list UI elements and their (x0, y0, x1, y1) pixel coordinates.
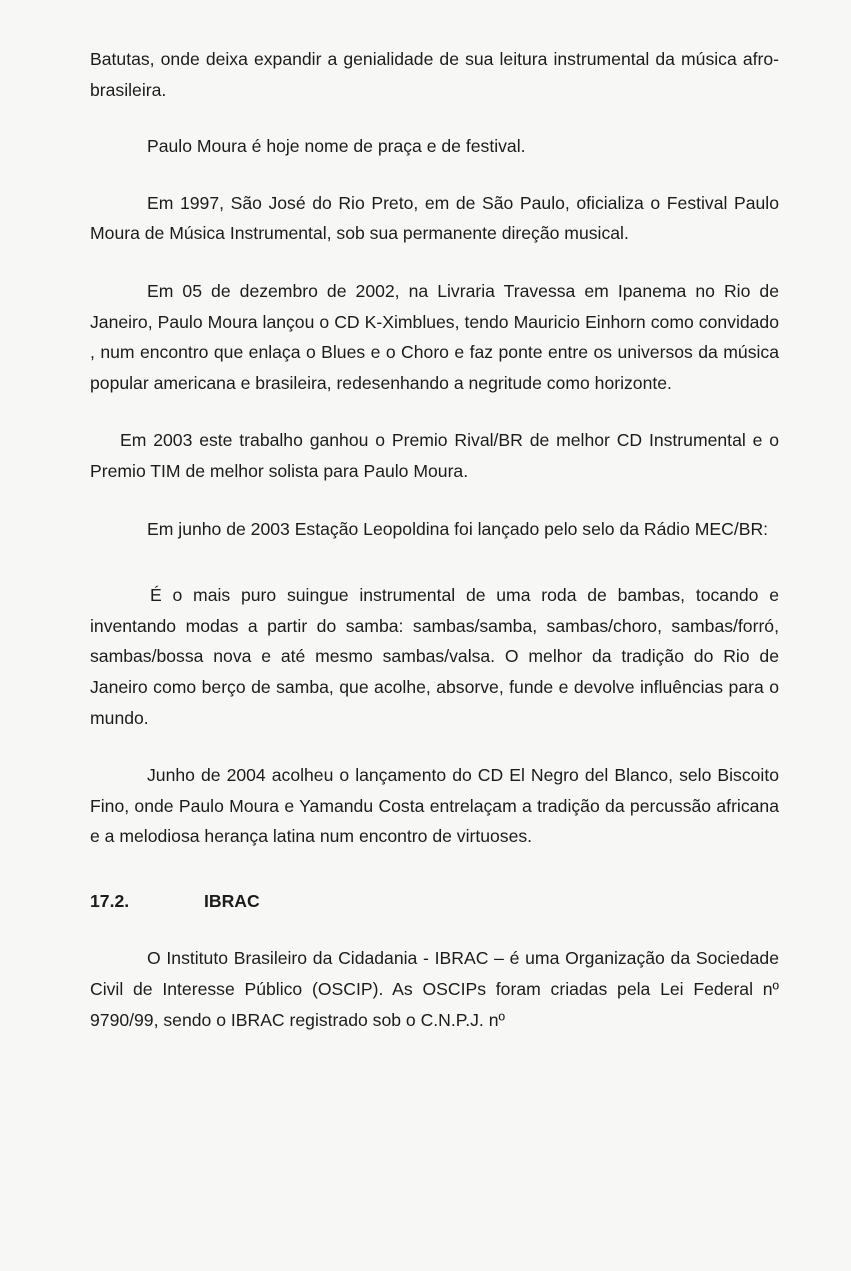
paragraph-ibrac: O Instituto Brasileiro da Cidadania - IBRAC – é uma Organização da Sociedade Civil de Interesse Público (OSCIP). As OSCIPs foram criadas pela Lei Federal nº 9790/99, sendo o IBRAC registrado sob o C.N.P.J. nº (90, 948, 779, 1030)
paragraph-praca-festival: Paulo Moura é hoje nome de praça e de festival. (147, 136, 526, 157)
section-heading (90, 886, 779, 917)
paragraph-premio-2003: Em 2003 este trabalho ganhou o Premio Rival/BR de melhor CD Instrumental e o Premio TIM de melhor solista para Paulo Moura. (90, 430, 779, 481)
paragraph-suingue-quote: É o mais puro suingue instrumental de uma roda de bambas, tocando e inventando modas a partir do samba: sambas/samba, sambas/choro, sambas/forró, sambas/bossa nova e até mesmo sambas/valsa. O melhor da tradição do Rio de Janeiro como berço de samba, que acolhe, absorve, funde e devolve influências para o mundo. (90, 585, 779, 728)
paragraph-el-negro-del-blanco: Junho de 2004 acolheu o lançamento do CD El Negro del Blanco, selo Biscoito Fino, onde Paulo Moura e Yamandu Costa entrelaçam a tradição da percussão africana e a melodiosa herança latina num encontro de virtuoses. (90, 765, 779, 847)
paragraph-k-ximblues: Em 05 de dezembro de 2002, na Livraria Travessa em Ipanema no Rio de Janeiro, Paulo Moura lançou o CD K-Ximblues, tendo Mauricio Einhorn como convidado , num encontro que enlaça o Blues e o Choro e faz ponte entre os universos da música popular americana e brasileira, redesenhando a negritude como horizonte. (90, 280, 779, 393)
paragraph-estacao-leopoldina: Em junho de 2003 Estação Leopoldina foi lançado pelo selo da Rádio MEC/BR: (147, 518, 769, 539)
section-number: 17.2. (90, 890, 130, 911)
paragraph-festival-1997: Em 1997, São José do Rio Preto, em de São Paulo, oficializa o Festival Paulo Moura de Música Instrumental, sob sua permanente direção musical. (90, 192, 779, 244)
section-title: IBRAC (204, 890, 260, 911)
paragraph-batutas: Batutas, onde deixa expandir a genialidade de sua leitura instrumental da música afro-brasileira. (90, 49, 779, 100)
